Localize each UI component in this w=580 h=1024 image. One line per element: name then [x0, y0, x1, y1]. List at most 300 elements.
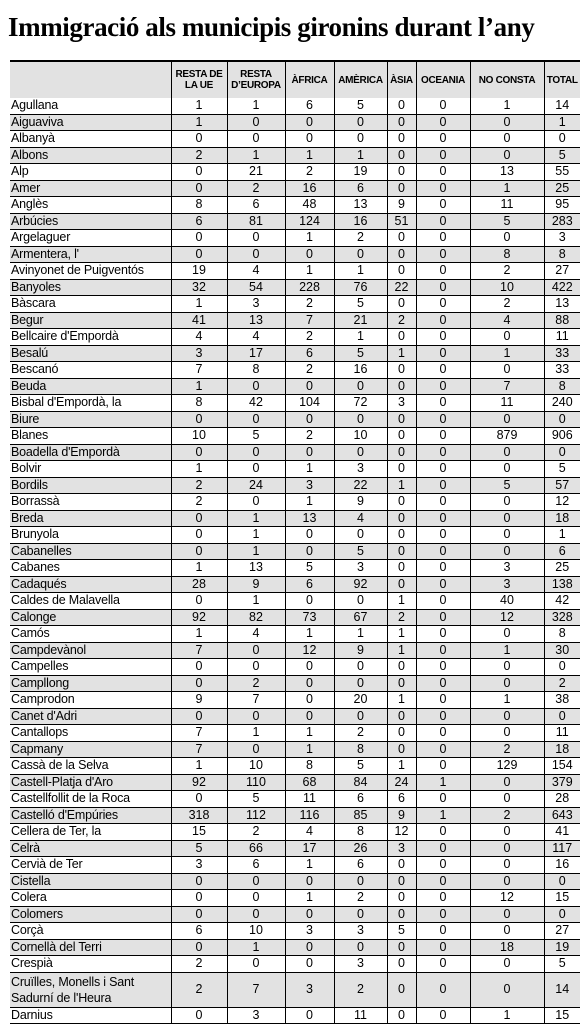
america-cell: 9	[334, 642, 387, 659]
not-stated-cell: 0	[470, 131, 544, 148]
rest-eu-cell: 7	[171, 725, 227, 742]
america-cell: 0	[334, 593, 387, 610]
america-cell: 0	[334, 873, 387, 890]
asia-cell: 1	[387, 593, 416, 610]
rest-eu-cell: 1	[171, 626, 227, 643]
rest-europe-cell: 6	[227, 857, 285, 874]
not-stated-cell: 0	[470, 972, 544, 1007]
municipality-cell: Canet d'Adri	[10, 708, 171, 725]
municipality-cell: Darnius	[10, 1007, 171, 1024]
municipality-cell: Albons	[10, 147, 171, 164]
table-row	[10, 230, 580, 247]
rest-eu-cell: 15	[171, 824, 227, 841]
total-cell: 42	[544, 593, 580, 610]
total-cell: 5	[544, 461, 580, 478]
oceania-cell: 0	[416, 725, 470, 742]
rest-europe-cell: 0	[227, 956, 285, 973]
oceania-cell: 0	[416, 444, 470, 461]
table-row	[10, 939, 580, 956]
not-stated-cell: 5	[470, 477, 544, 494]
oceania-cell: 0	[416, 362, 470, 379]
not-stated-cell: 1	[470, 345, 544, 362]
america-cell: 0	[334, 444, 387, 461]
rest-eu-cell: 0	[171, 593, 227, 610]
asia-cell: 1	[387, 642, 416, 659]
municipality-cell: Campelles	[10, 659, 171, 676]
rest-europe-cell: 1	[227, 527, 285, 544]
rest-eu-cell: 7	[171, 362, 227, 379]
rest-europe-cell: 1	[227, 939, 285, 956]
not-stated-cell: 0	[470, 840, 544, 857]
municipality-cell: Castellfollit de la Roca	[10, 791, 171, 808]
oceania-cell: 0	[416, 576, 470, 593]
total-cell: 0	[544, 873, 580, 890]
not-stated-cell: 0	[470, 857, 544, 874]
rest-eu-cell: 0	[171, 890, 227, 907]
rest-europe-cell: 1	[227, 543, 285, 560]
rest-eu-cell: 0	[171, 791, 227, 808]
total-cell: 154	[544, 758, 580, 775]
total-cell: 41	[544, 824, 580, 841]
municipality-cell: Cadaqués	[10, 576, 171, 593]
asia-cell: 22	[387, 279, 416, 296]
africa-cell: 0	[285, 708, 334, 725]
municipality-cell: Breda	[10, 510, 171, 527]
africa-cell: 6	[285, 576, 334, 593]
total-cell: 38	[544, 692, 580, 709]
oceania-cell: 0	[416, 230, 470, 247]
america-cell: 5	[334, 98, 387, 114]
municipality-cell: Colomers	[10, 906, 171, 923]
total-cell: 57	[544, 477, 580, 494]
total-cell: 8	[544, 378, 580, 395]
municipality-cell: Cabanes	[10, 560, 171, 577]
asia-cell: 0	[387, 956, 416, 973]
municipality-cell: Bordils	[10, 477, 171, 494]
asia-cell: 0	[387, 230, 416, 247]
asia-cell: 1	[387, 477, 416, 494]
rest-eu-cell: 0	[171, 246, 227, 263]
asia-cell: 3	[387, 840, 416, 857]
rest-europe-cell: 8	[227, 362, 285, 379]
rest-europe-cell: 6	[227, 197, 285, 214]
municipality-cell: Calonge	[10, 609, 171, 626]
municipality-cell: Castelló d'Empúries	[10, 807, 171, 824]
rest-europe-cell: 0	[227, 461, 285, 478]
rest-eu-cell: 2	[171, 956, 227, 973]
america-cell: 19	[334, 164, 387, 181]
asia-cell: 0	[387, 444, 416, 461]
total-cell: 0	[544, 131, 580, 148]
africa-cell: 1	[285, 890, 334, 907]
africa-cell: 68	[285, 774, 334, 791]
table-row	[10, 741, 580, 758]
rest-europe-cell: 1	[227, 593, 285, 610]
table-row	[10, 857, 580, 874]
total-cell: 18	[544, 741, 580, 758]
rest-europe-cell: 13	[227, 312, 285, 329]
rest-eu-cell: 0	[171, 180, 227, 197]
not-stated-cell: 0	[470, 659, 544, 676]
africa-cell: 0	[285, 378, 334, 395]
rest-europe-cell: 1	[227, 98, 285, 114]
total-cell: 27	[544, 923, 580, 940]
header-row	[10, 61, 580, 98]
asia-cell: 0	[387, 1007, 416, 1024]
municipality-cell: Colera	[10, 890, 171, 907]
municipality-cell: Campllong	[10, 675, 171, 692]
table-row	[10, 296, 580, 313]
rest-eu-cell: 4	[171, 329, 227, 346]
rest-europe-cell: 17	[227, 345, 285, 362]
america-cell: 26	[334, 840, 387, 857]
municipality-cell: Capmany	[10, 741, 171, 758]
municipality-cell: Camprodon	[10, 692, 171, 709]
asia-cell: 51	[387, 213, 416, 230]
rest-europe-cell: 7	[227, 972, 285, 1007]
total-cell: 8	[544, 246, 580, 263]
asia-cell: 1	[387, 758, 416, 775]
not-stated-cell: 11	[470, 197, 544, 214]
table-row	[10, 543, 580, 560]
america-cell: 0	[334, 708, 387, 725]
oceania-cell: 1	[416, 774, 470, 791]
not-stated-cell: 3	[470, 560, 544, 577]
rest-eu-cell: 0	[171, 1007, 227, 1024]
total-cell: 33	[544, 345, 580, 362]
total-cell: 11	[544, 725, 580, 742]
rest-eu-cell: 6	[171, 923, 227, 940]
municipality-cell: Cruïlles, Monells i Sant Sadurní de l'Heura	[10, 972, 171, 1007]
not-stated-cell: 0	[470, 675, 544, 692]
table-row	[10, 692, 580, 709]
total-cell: 16	[544, 857, 580, 874]
africa-cell: 48	[285, 197, 334, 214]
rest-europe-cell: 0	[227, 131, 285, 148]
not-stated-cell: 0	[470, 411, 544, 428]
africa-cell: 17	[285, 840, 334, 857]
table-row	[10, 626, 580, 643]
not-stated-cell: 1	[470, 642, 544, 659]
table-row	[10, 791, 580, 808]
table-row	[10, 609, 580, 626]
asia-cell: 0	[387, 972, 416, 1007]
oceania-cell: 0	[416, 180, 470, 197]
america-cell: 16	[334, 362, 387, 379]
total-cell: 27	[544, 263, 580, 280]
total-cell: 379	[544, 774, 580, 791]
rest-eu-cell: 8	[171, 395, 227, 412]
rest-eu-cell: 0	[171, 675, 227, 692]
rest-europe-cell: 1	[227, 147, 285, 164]
rest-europe-cell: 2	[227, 675, 285, 692]
rest-europe-cell: 0	[227, 906, 285, 923]
africa-cell: 7	[285, 312, 334, 329]
rest-eu-cell: 28	[171, 576, 227, 593]
america-cell: 0	[334, 131, 387, 148]
table-row	[10, 312, 580, 329]
table-row	[10, 246, 580, 263]
rest-eu-cell: 2	[171, 972, 227, 1007]
header-africa: ÀFRICA	[285, 61, 334, 98]
oceania-cell: 0	[416, 890, 470, 907]
table-row	[10, 956, 580, 973]
not-stated-cell: 0	[470, 923, 544, 940]
asia-cell: 0	[387, 906, 416, 923]
rest-europe-cell: 1	[227, 725, 285, 742]
table-row	[10, 180, 580, 197]
not-stated-cell: 12	[470, 609, 544, 626]
not-stated-cell: 13	[470, 164, 544, 181]
africa-cell: 2	[285, 164, 334, 181]
oceania-cell: 0	[416, 906, 470, 923]
asia-cell: 0	[387, 494, 416, 511]
rest-europe-cell: 0	[227, 411, 285, 428]
rest-europe-cell: 0	[227, 890, 285, 907]
rest-europe-cell: 4	[227, 626, 285, 643]
asia-cell: 0	[387, 527, 416, 544]
rest-europe-cell: 110	[227, 774, 285, 791]
america-cell: 2	[334, 972, 387, 1007]
total-cell: 1	[544, 527, 580, 544]
municipality-cell: Begur	[10, 312, 171, 329]
asia-cell: 0	[387, 263, 416, 280]
america-cell: 85	[334, 807, 387, 824]
oceania-cell: 0	[416, 939, 470, 956]
america-cell: 5	[334, 296, 387, 313]
oceania-cell: 0	[416, 263, 470, 280]
asia-cell: 0	[387, 510, 416, 527]
america-cell: 5	[334, 543, 387, 560]
not-stated-cell: 4	[470, 312, 544, 329]
rest-eu-cell: 0	[171, 939, 227, 956]
municipality-cell: Celrà	[10, 840, 171, 857]
asia-cell: 1	[387, 345, 416, 362]
rest-eu-cell: 318	[171, 807, 227, 824]
municipality-cell: Anglès	[10, 197, 171, 214]
rest-eu-cell: 41	[171, 312, 227, 329]
table-row	[10, 708, 580, 725]
municipality-cell: Corçà	[10, 923, 171, 940]
oceania-cell: 0	[416, 114, 470, 131]
america-cell: 76	[334, 279, 387, 296]
table-row	[10, 1007, 580, 1024]
municipality-cell: Cassà de la Selva	[10, 758, 171, 775]
rest-europe-cell: 0	[227, 378, 285, 395]
total-cell: 95	[544, 197, 580, 214]
rest-europe-cell: 112	[227, 807, 285, 824]
africa-cell: 1	[285, 494, 334, 511]
oceania-cell: 0	[416, 164, 470, 181]
oceania-cell: 0	[416, 246, 470, 263]
municipality-cell: Besalú	[10, 345, 171, 362]
rest-eu-cell: 0	[171, 444, 227, 461]
asia-cell: 0	[387, 873, 416, 890]
america-cell: 3	[334, 923, 387, 940]
not-stated-cell: 0	[470, 114, 544, 131]
asia-cell: 0	[387, 741, 416, 758]
asia-cell: 0	[387, 411, 416, 428]
oceania-cell: 0	[416, 560, 470, 577]
oceania-cell: 0	[416, 824, 470, 841]
total-cell: 30	[544, 642, 580, 659]
table-row	[10, 329, 580, 346]
oceania-cell: 0	[416, 477, 470, 494]
asia-cell: 24	[387, 774, 416, 791]
rest-europe-cell: 0	[227, 708, 285, 725]
africa-cell: 6	[285, 345, 334, 362]
municipality-cell: Bisbal d'Empordà, la	[10, 395, 171, 412]
total-cell: 2	[544, 675, 580, 692]
not-stated-cell: 0	[470, 444, 544, 461]
rest-eu-cell: 2	[171, 477, 227, 494]
asia-cell: 0	[387, 428, 416, 445]
municipality-cell: Blanes	[10, 428, 171, 445]
total-cell: 906	[544, 428, 580, 445]
not-stated-cell: 0	[470, 791, 544, 808]
total-cell: 3	[544, 230, 580, 247]
table-row	[10, 972, 580, 1007]
total-cell: 328	[544, 609, 580, 626]
not-stated-cell: 0	[470, 461, 544, 478]
rest-europe-cell: 42	[227, 395, 285, 412]
africa-cell: 2	[285, 428, 334, 445]
oceania-cell: 0	[416, 593, 470, 610]
oceania-cell: 0	[416, 395, 470, 412]
table-row	[10, 758, 580, 775]
america-cell: 0	[334, 378, 387, 395]
oceania-cell: 0	[416, 923, 470, 940]
oceania-cell: 0	[416, 461, 470, 478]
table-row	[10, 213, 580, 230]
america-cell: 5	[334, 758, 387, 775]
page-title: Immigració als municipis gironins durant l’any	[8, 12, 535, 42]
america-cell: 16	[334, 213, 387, 230]
rest-eu-cell: 0	[171, 543, 227, 560]
africa-cell: 3	[285, 923, 334, 940]
asia-cell: 0	[387, 725, 416, 742]
oceania-cell: 0	[416, 147, 470, 164]
total-cell: 643	[544, 807, 580, 824]
rest-europe-cell: 4	[227, 329, 285, 346]
america-cell: 2	[334, 725, 387, 742]
oceania-cell: 0	[416, 411, 470, 428]
header-rest-europe: RESTA D’EUROPA	[227, 61, 285, 98]
municipality-cell: Bellcaire d'Empordà	[10, 329, 171, 346]
rest-eu-cell: 0	[171, 527, 227, 544]
municipality-cell: Avinyonet de Puigventós	[10, 263, 171, 280]
america-cell: 6	[334, 791, 387, 808]
america-cell: 0	[334, 246, 387, 263]
rest-europe-cell: 82	[227, 609, 285, 626]
america-cell: 6	[334, 857, 387, 874]
asia-cell: 0	[387, 164, 416, 181]
total-cell: 0	[544, 906, 580, 923]
asia-cell: 0	[387, 461, 416, 478]
america-cell: 22	[334, 477, 387, 494]
header-america: AMÈRICA	[334, 61, 387, 98]
total-cell: 240	[544, 395, 580, 412]
municipality-cell: Argelaguer	[10, 230, 171, 247]
not-stated-cell: 10	[470, 279, 544, 296]
municipality-cell: Cellera de Ter, la	[10, 824, 171, 841]
total-cell: 13	[544, 296, 580, 313]
table-row	[10, 98, 580, 114]
rest-eu-cell: 5	[171, 840, 227, 857]
not-stated-cell: 879	[470, 428, 544, 445]
asia-cell: 0	[387, 246, 416, 263]
total-cell: 8	[544, 626, 580, 643]
america-cell: 8	[334, 824, 387, 841]
municipality-cell: Cistella	[10, 873, 171, 890]
municipality-cell: Cornellà del Terri	[10, 939, 171, 956]
america-cell: 3	[334, 956, 387, 973]
municipality-cell: Armentera, l'	[10, 246, 171, 263]
table-row	[10, 527, 580, 544]
oceania-cell: 0	[416, 708, 470, 725]
oceania-cell: 0	[416, 873, 470, 890]
oceania-cell: 0	[416, 279, 470, 296]
table-row	[10, 593, 580, 610]
oceania-cell: 0	[416, 213, 470, 230]
municipality-cell: Agullana	[10, 98, 171, 114]
table-row	[10, 890, 580, 907]
oceania-cell: 0	[416, 296, 470, 313]
total-cell: 422	[544, 279, 580, 296]
asia-cell: 0	[387, 114, 416, 131]
rest-europe-cell: 5	[227, 428, 285, 445]
africa-cell: 116	[285, 807, 334, 824]
africa-cell: 0	[285, 246, 334, 263]
america-cell: 67	[334, 609, 387, 626]
africa-cell: 0	[285, 593, 334, 610]
oceania-cell: 0	[416, 1007, 470, 1024]
table-row	[10, 444, 580, 461]
rest-europe-cell: 1	[227, 510, 285, 527]
total-cell: 14	[544, 98, 580, 114]
not-stated-cell: 0	[470, 510, 544, 527]
asia-cell: 0	[387, 180, 416, 197]
total-cell: 55	[544, 164, 580, 181]
africa-cell: 5	[285, 560, 334, 577]
municipality-cell: Cantallops	[10, 725, 171, 742]
total-cell: 18	[544, 510, 580, 527]
africa-cell: 3	[285, 477, 334, 494]
not-stated-cell: 0	[470, 147, 544, 164]
rest-eu-cell: 0	[171, 708, 227, 725]
municipality-cell: Castell-Platja d'Aro	[10, 774, 171, 791]
header-oceania: OCEANIA	[416, 61, 470, 98]
not-stated-cell: 0	[470, 725, 544, 742]
table-row	[10, 428, 580, 445]
oceania-cell: 0	[416, 642, 470, 659]
table-row	[10, 164, 580, 181]
not-stated-cell: 2	[470, 741, 544, 758]
table-row	[10, 477, 580, 494]
not-stated-cell: 18	[470, 939, 544, 956]
asia-cell: 0	[387, 576, 416, 593]
america-cell: 6	[334, 180, 387, 197]
rest-eu-cell: 0	[171, 873, 227, 890]
rest-europe-cell: 2	[227, 180, 285, 197]
not-stated-cell: 0	[470, 543, 544, 560]
rest-eu-cell: 7	[171, 741, 227, 758]
municipality-cell: Brunyola	[10, 527, 171, 544]
total-cell: 33	[544, 362, 580, 379]
rest-eu-cell: 32	[171, 279, 227, 296]
asia-cell: 0	[387, 675, 416, 692]
table-row	[10, 114, 580, 131]
